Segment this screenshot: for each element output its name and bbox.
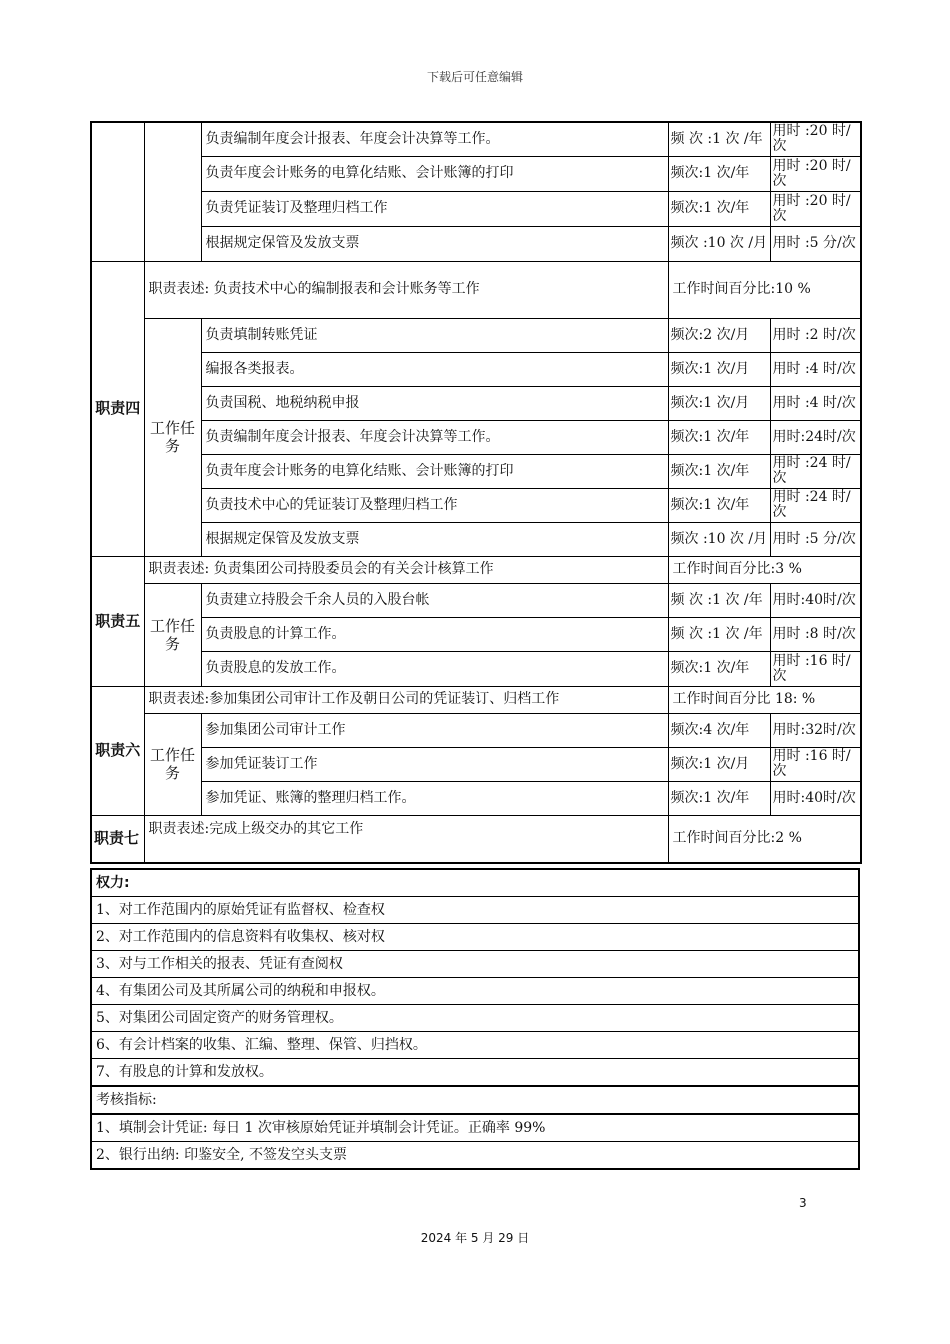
duty4-task-row [91, 522, 861, 556]
page-header: 下载后可任意编辑 [426, 70, 523, 84]
task-time: 用时 :5 分/次 [770, 226, 861, 261]
duty6-description: 职责表述:参加集团公司审计工作及朝日公司的凭证装订、归档工作 [144, 686, 668, 713]
kpi-title-row [91, 1086, 859, 1114]
task-frequency: 频 次 :1 次 /年 [668, 583, 770, 617]
duty6-task-label: 工作任务 [144, 713, 201, 815]
task-time: 用时:40时/次 [770, 781, 861, 815]
duty4-task-row [91, 352, 861, 386]
duty6-task-row [91, 747, 861, 781]
duty4-task-label: 工作任务 [144, 318, 201, 556]
task-time: 用时 :20 时/次 [770, 191, 861, 226]
task-time: 用时 :4 时/次 [770, 352, 861, 386]
task-frequency: 频次:1 次/月 [668, 352, 770, 386]
duty6-percent: 工作时间百分比 18: % [668, 686, 861, 713]
task-text: 负责国税、地税纳税申报 [201, 386, 668, 420]
task-time: 用时 :2 时/次 [770, 318, 861, 352]
task-frequency: 频次:1 次/年 [668, 781, 770, 815]
task-text: 负责股息的计算工作。 [201, 617, 668, 651]
task-text: 负责股息的发放工作。 [201, 651, 668, 686]
duty5-description: 职责表述: 负责集团公司持股委员会的有关会计核算工作 [144, 556, 668, 583]
page-number: 3 [799, 1196, 807, 1210]
power-item: 2、对工作范围内的信息资料有收集权、核对权 [91, 924, 859, 951]
task-time: 用时 :5 分/次 [770, 522, 861, 556]
task-text: 负责技术中心的凭证装订及整理归档工作 [201, 488, 668, 522]
duty6-label: 职责六 [91, 686, 144, 815]
duty5-label: 职责五 [91, 556, 144, 686]
task-frequency: 频次 :10 次 /月 [668, 522, 770, 556]
duty6-desc-row [91, 686, 861, 713]
task-text: 负责编制年度会计报表、年度会计决算等工作。 [201, 420, 668, 454]
duty7-description: 职责表述:完成上级交办的其它工作 [144, 815, 668, 863]
power-item: 5、对集团公司固定资产的财务管理权。 [91, 1005, 859, 1032]
duty6-task-row [91, 713, 861, 747]
power-row [91, 951, 859, 978]
duty4-task-row [91, 488, 861, 522]
task-frequency: 频次:1 次/年 [668, 420, 770, 454]
powers-title-row [91, 869, 859, 897]
task-time: 用时:24时/次 [770, 420, 861, 454]
powers-title: 权力: [91, 869, 859, 897]
task-frequency: 频次:1 次/月 [668, 386, 770, 420]
power-item: 3、对与工作相关的报表、凭证有查阅权 [91, 951, 859, 978]
duty5-task-row [91, 583, 861, 617]
duty5-task-row [91, 651, 861, 686]
task-frequency: 频次:1 次/年 [668, 156, 770, 191]
task-frequency: 频 次 :1 次 /年 [668, 617, 770, 651]
kpi-row [91, 1114, 859, 1142]
task-time: 用时:40时/次 [770, 583, 861, 617]
duty4-task-row [91, 318, 861, 352]
task-frequency: 频次 :10 次 /月 [668, 226, 770, 261]
duty4-label: 职责四 [91, 261, 144, 556]
duty4-description: 职责表述: 负责技术中心的编制报表和会计账务等工作 [144, 261, 668, 318]
task-text: 编报各类报表。 [201, 352, 668, 386]
duty7-percent: 工作时间百分比:2 % [668, 815, 861, 863]
duties-table [90, 121, 862, 864]
task-text: 根据规定保管及发放支票 [201, 522, 668, 556]
power-item: 6、有会计档案的收集、汇编、整理、保管、归挡权。 [91, 1032, 859, 1059]
task-time: 用时 :16 时/次 [770, 651, 861, 686]
power-row [91, 897, 859, 924]
task-time: 用时 :20 时/次 [770, 122, 861, 156]
kpi-item: 2、银行出纳: 印鉴安全, 不签发空头支票 [91, 1142, 859, 1170]
duty7-label: 职责七 [91, 815, 144, 863]
task-text: 负责凭证装订及整理归档工作 [201, 191, 668, 226]
task-frequency: 频次:1 次/年 [668, 651, 770, 686]
task-frequency: 频次:1 次/月 [668, 747, 770, 781]
task-time: 用时 :24 时/次 [770, 454, 861, 488]
duty5-task-label: 工作任务 [144, 583, 201, 686]
duty4-percent: 工作时间百分比:10 % [668, 261, 861, 318]
duty3-label-cell [91, 122, 144, 261]
duty5-percent: 工作时间百分比:3 % [668, 556, 861, 583]
power-row [91, 1032, 859, 1059]
duty5-desc-row [91, 556, 861, 583]
power-row [91, 978, 859, 1005]
kpi-item: 1、填制会计凭证: 每日 1 次审核原始凭证并填制会计凭证。正确率 99% [91, 1114, 859, 1142]
duty3-task-row [91, 226, 861, 261]
duty3-task-row [91, 191, 861, 226]
task-text: 负责填制转账凭证 [201, 318, 668, 352]
task-frequency: 频次:1 次/年 [668, 454, 770, 488]
task-text: 参加凭证装订工作 [201, 747, 668, 781]
task-time: 用时 :4 时/次 [770, 386, 861, 420]
task-time: 用时 :24 时/次 [770, 488, 861, 522]
duty3-task-label-cell [144, 122, 201, 261]
task-text: 参加凭证、账簿的整理归档工作。 [201, 781, 668, 815]
power-item: 4、有集团公司及其所属公司的纳税和申报权。 [91, 978, 859, 1005]
duty6-task-row [91, 781, 861, 815]
task-text: 负责编制年度会计报表、年度会计决算等工作。 [201, 122, 668, 156]
footer-date: 2024 年 5 月 29 日 [420, 1231, 530, 1245]
task-text: 负责建立持股会千余人员的入股台帐 [201, 583, 668, 617]
task-text: 参加集团公司审计工作 [201, 713, 668, 747]
task-frequency: 频次:1 次/年 [668, 488, 770, 522]
power-item: 7、有股息的计算和发放权。 [91, 1059, 859, 1087]
task-frequency: 频次:4 次/年 [668, 713, 770, 747]
task-time: 用时:32时/次 [770, 713, 861, 747]
duty3-task-row [91, 156, 861, 191]
power-row [91, 1005, 859, 1032]
kpi-row [91, 1142, 859, 1170]
task-frequency: 频次:2 次/月 [668, 318, 770, 352]
task-frequency: 频 次 :1 次 /年 [668, 122, 770, 156]
task-text: 根据规定保管及发放支票 [201, 226, 668, 261]
power-row [91, 1059, 859, 1087]
duty4-desc-row [91, 261, 861, 318]
task-time: 用时 :20 时/次 [770, 156, 861, 191]
task-text: 负责年度会计账务的电算化结账、会计账簿的打印 [201, 156, 668, 191]
duty7-row [91, 815, 861, 863]
task-text: 负责年度会计账务的电算化结账、会计账簿的打印 [201, 454, 668, 488]
duty4-task-row [91, 454, 861, 488]
task-frequency: 频次:1 次/年 [668, 191, 770, 226]
duty3-task-row [91, 122, 861, 156]
duty4-task-row [91, 420, 861, 454]
powers-kpi-table [90, 868, 860, 1170]
task-time: 用时 :8 时/次 [770, 617, 861, 651]
power-row [91, 924, 859, 951]
duty4-task-row [91, 386, 861, 420]
duty5-task-row [91, 617, 861, 651]
task-time: 用时 :16 时/次 [770, 747, 861, 781]
kpi-title: 考核指标: [91, 1086, 859, 1114]
power-item: 1、对工作范围内的原始凭证有监督权、检查权 [91, 897, 859, 924]
